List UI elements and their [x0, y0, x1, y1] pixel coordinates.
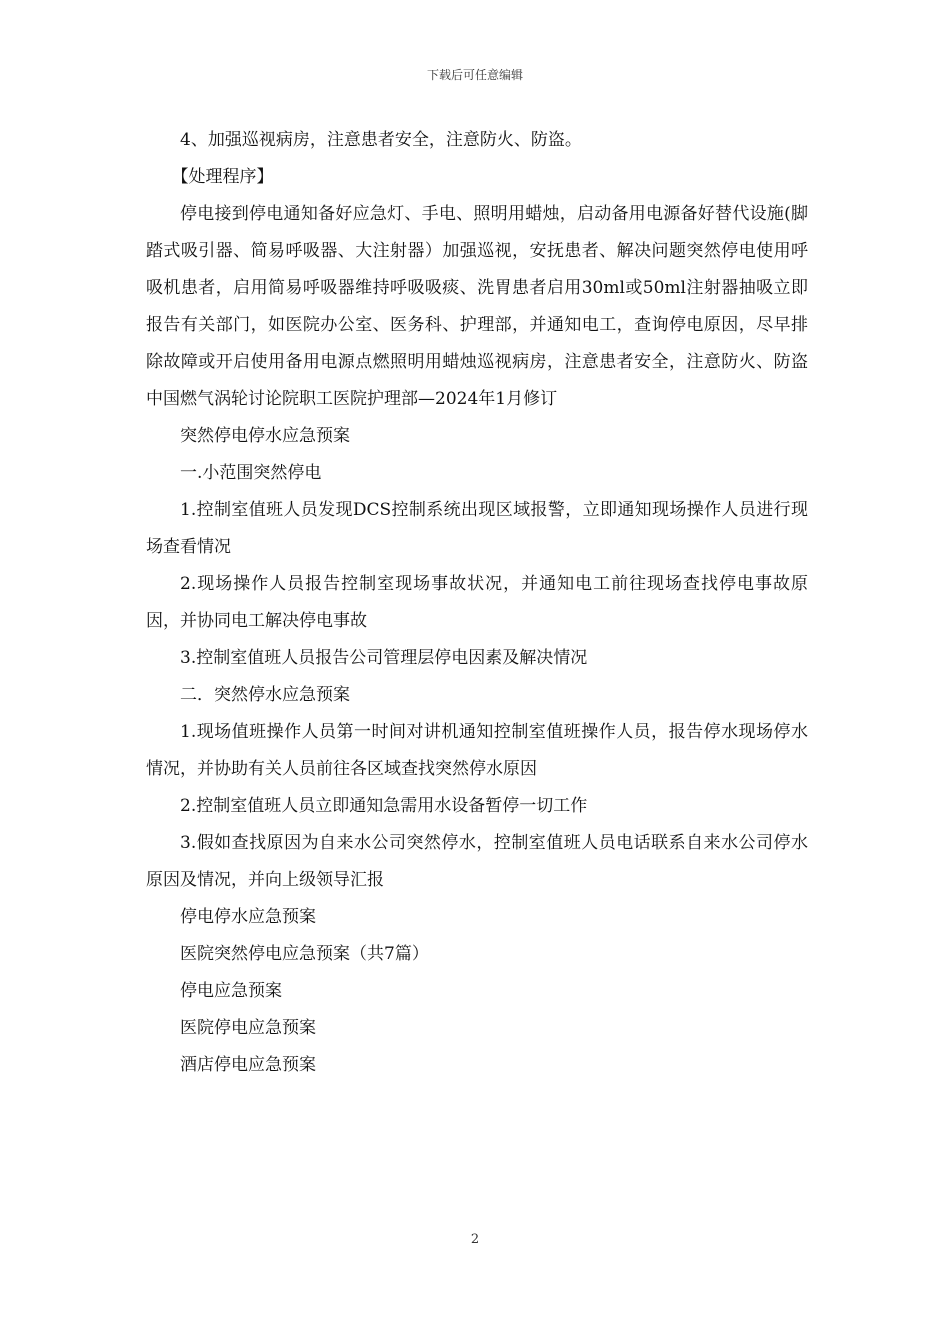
- page-header: 下载后可任意编辑: [426, 68, 523, 82]
- paragraph-water-1: 1.现场值班操作人员第一时间对讲机通知控制室值班操作人员，报告停水现场停水情况，并协助有关人员前往各区域查找突然停水原因: [146, 722, 808, 779]
- related-title-5: 酒店停电应急预案: [180, 1055, 316, 1075]
- document-body: [146, 122, 808, 1084]
- paragraph-power-2: 2.现场操作人员报告控制室现场事故状况，并通知电工前往现场查找停电事故原因，并协同电工解决停电事故: [146, 574, 808, 631]
- paragraph-item-4: 4、加强巡视病房，注意患者安全，注意防火、防盗。: [180, 130, 582, 150]
- related-title-1: 停电停水应急预案: [180, 907, 316, 927]
- section-heading-power: 一.小范围突然停电: [180, 463, 322, 483]
- related-title-2: 医院突然停电应急预案（共7篇）: [180, 944, 429, 964]
- paragraph-water-3: 3.假如查找原因为自来水公司突然停水，控制室值班人员电话联系自来水公司停水原因及情况，并向上级领导汇报: [146, 833, 808, 890]
- paragraph-water-2: 2.控制室值班人员立即通知急需用水设备暂停一切工作: [180, 796, 588, 816]
- section-title: 突然停电停水应急预案: [180, 426, 350, 446]
- paragraph-power-1: 1.控制室值班人员发现DCS控制系统出现区域报警，立即通知现场操作人员进行现场查看情况: [146, 500, 808, 557]
- paragraph-power-3: 3.控制室值班人员报告公司管理层停电因素及解决情况: [180, 648, 588, 668]
- related-title-4: 医院停电应急预案: [180, 1018, 316, 1038]
- related-title-3: 停电应急预案: [180, 981, 282, 1001]
- page-number: 2: [470, 1232, 480, 1247]
- paragraph-procedure: 停电接到停电通知备好应急灯、手电、照明用蜡烛，启动备用电源备好替代设施(脚踏式吸引器、简易呼吸器、大注射器）加强巡视，安抚患者、解决问题突然停电使用呼吸机患者，启用简易呼吸器维持呼吸吸痰、洗胃患者启用30ml或50ml注射器抽吸立即报告有关部门，如医院办公室、医务科、护理部，并通知电工，查询停电原因，尽早排除故障或开启使用备用电源点燃照明用蜡烛巡视病房，注意患者安全，注意防火、防盗中国燃气涡轮讨论院职工医院护理部—2024年1月修订: [146, 204, 808, 409]
- section-heading-procedure: 【处理程序】: [171, 167, 274, 187]
- section-heading-water: 二．突然停水应急预案: [180, 685, 350, 705]
